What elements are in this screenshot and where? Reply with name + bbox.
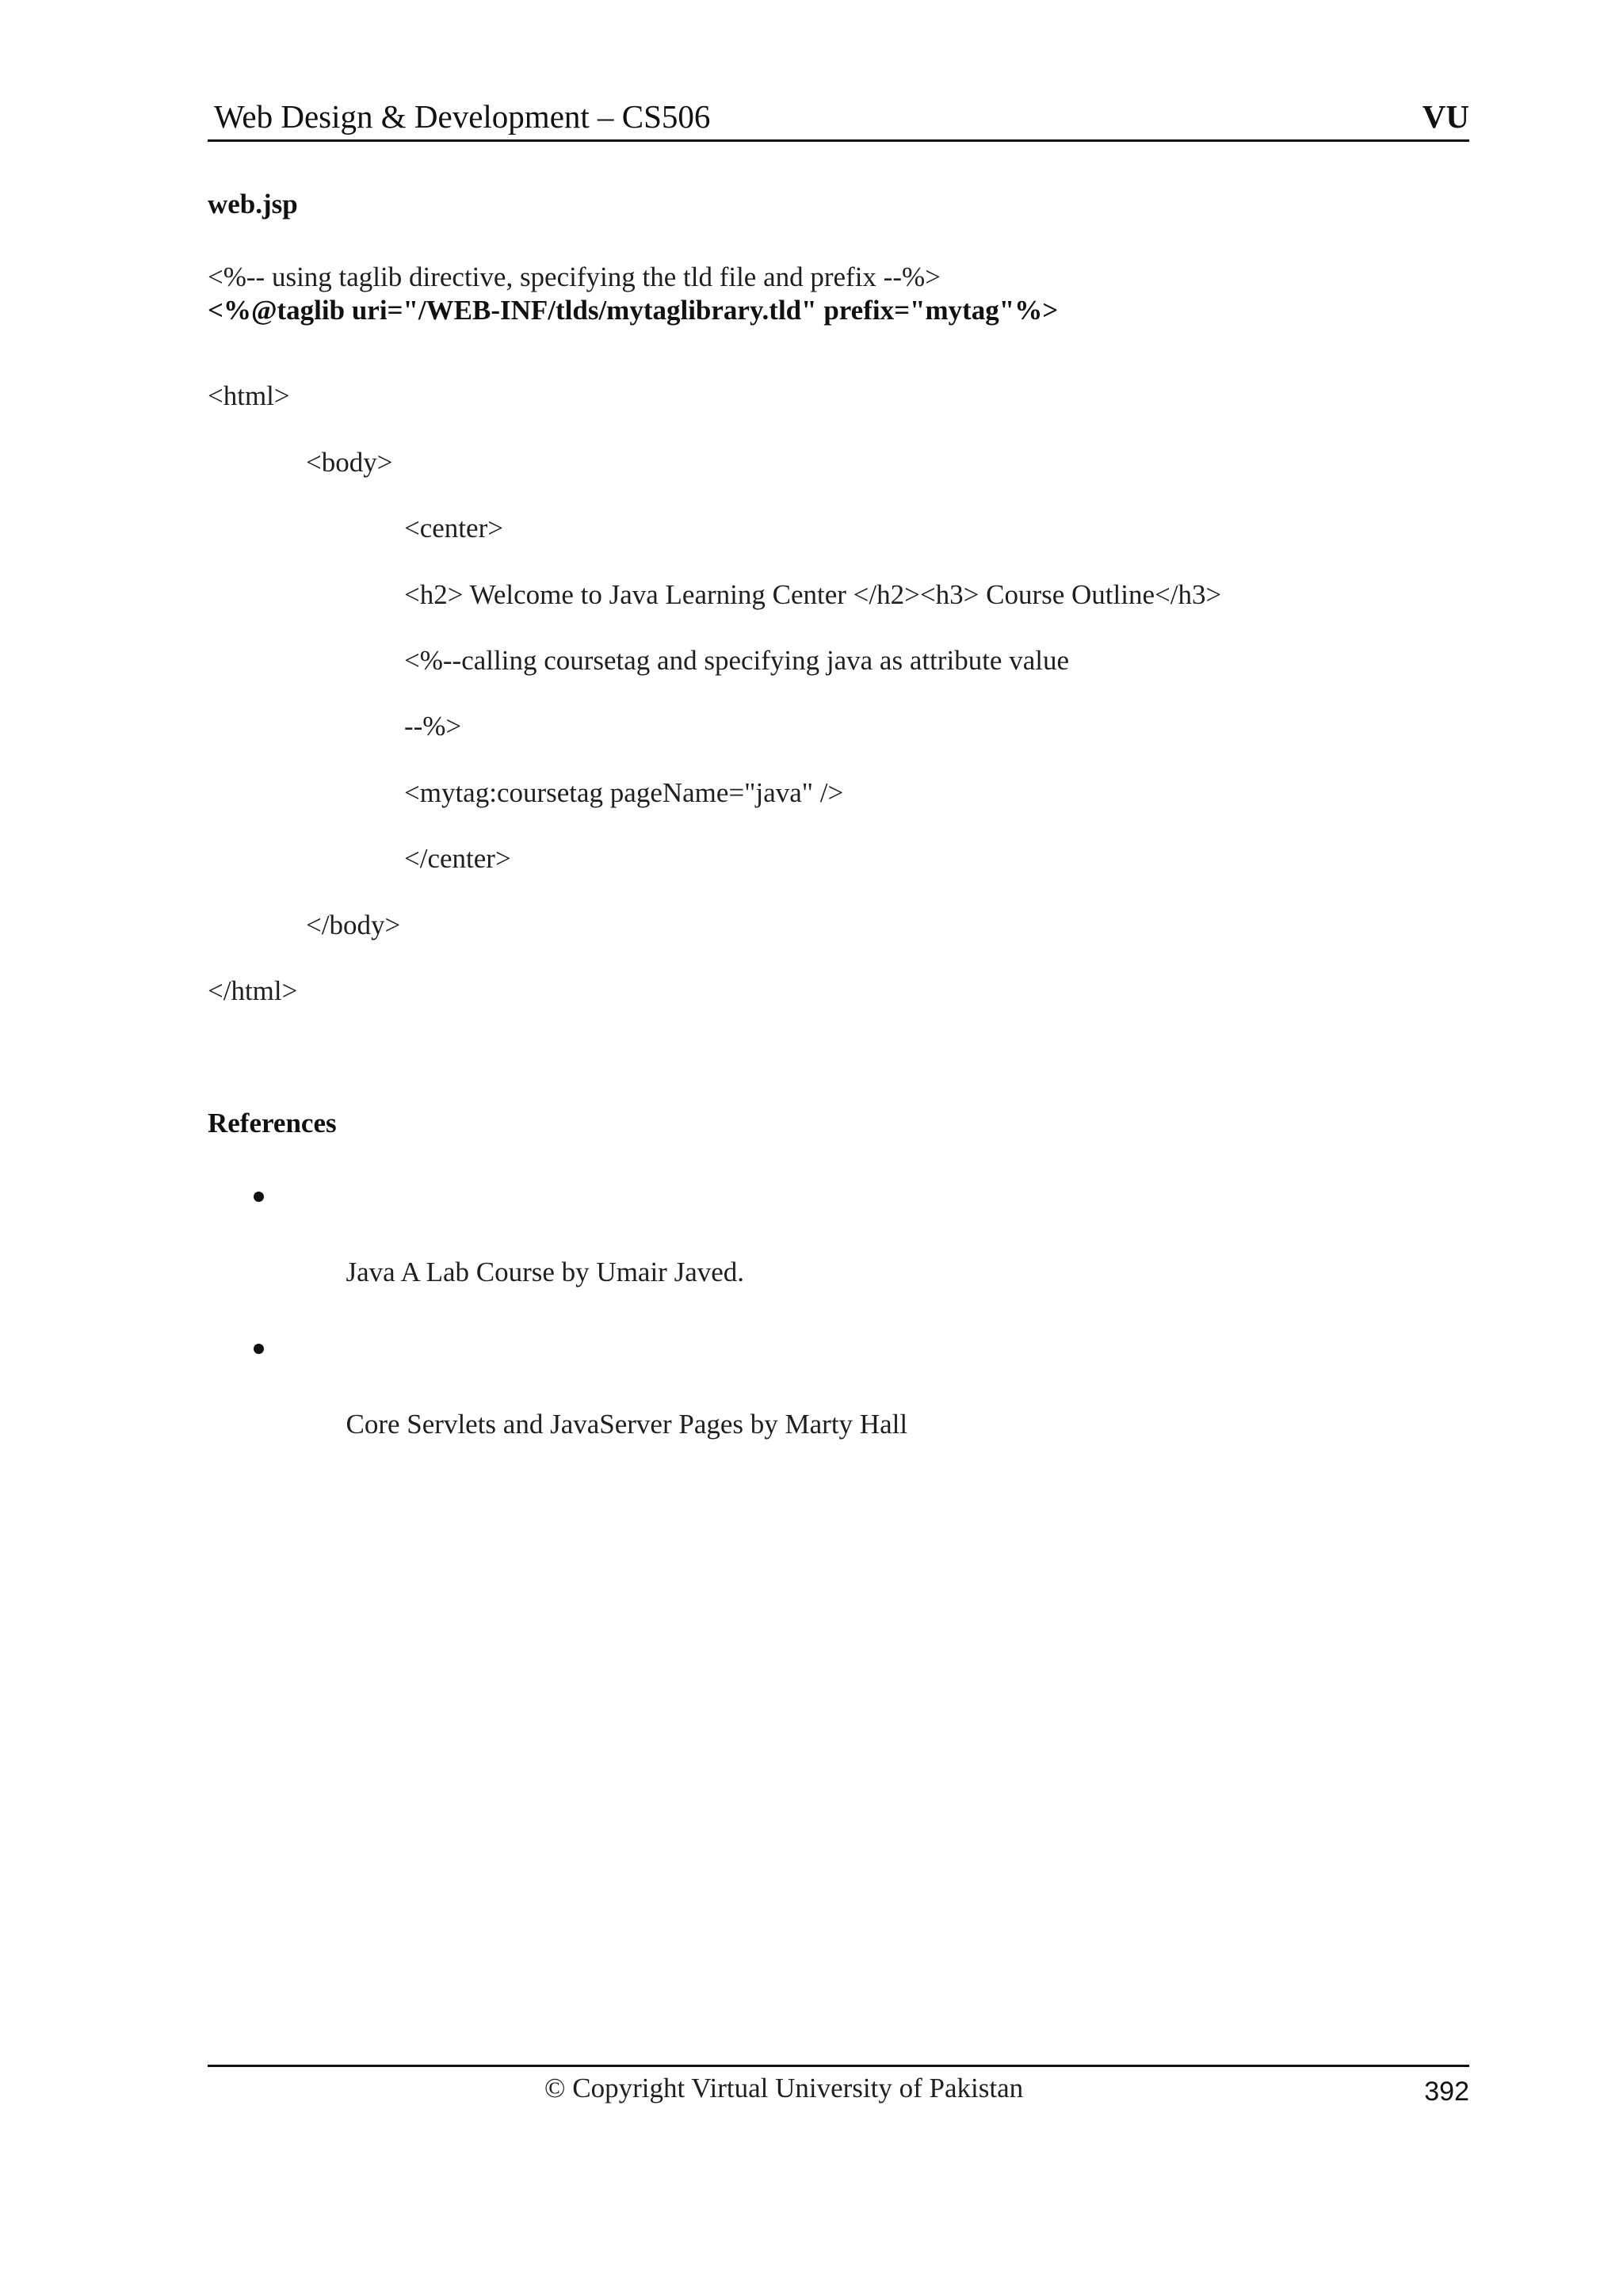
code-comment-line: <%-- using taglib directive, specifying the tld file and prefix --%> — [208, 261, 941, 292]
page-number: 392 — [1424, 2077, 1469, 2107]
code-headings-line: <h2> Welcome to Java Learning Center </h2><h3> Course Outline</h3> — [404, 579, 1222, 610]
code-center-open: <center> — [404, 513, 503, 543]
bullet-icon — [254, 1192, 264, 1202]
code-body-close: </body> — [306, 910, 401, 940]
footer-copyright — [0, 2071, 1623, 2106]
bullet-icon — [254, 1344, 264, 1354]
page-header — [208, 93, 1469, 142]
references-heading: References — [208, 1108, 337, 1138]
code-calling-comment: <%--calling coursetag and specifying java as attribute value — [404, 645, 1069, 676]
code-taglib-directive: <%@taglib uri="/WEB-INF/tlds/mytaglibrary.tld" prefix="mytag"%> — [208, 295, 1059, 326]
file-heading: web.jsp — [208, 189, 298, 219]
university-brand: VU — [1422, 98, 1469, 135]
code-center-close: </center> — [404, 843, 511, 874]
copyright-text: © Copyright Virtual University of Pakistan — [544, 2073, 1024, 2103]
reference-item — [247, 1177, 907, 1329]
course-title: Web Design & Development – CS506 — [214, 98, 711, 135]
code-html-open: <html> — [208, 380, 290, 411]
reference-text: Java A Lab Course by Umair Javed. — [346, 1257, 745, 1287]
code-calling-comment-end: --%> — [404, 711, 462, 742]
code-body-open: <body> — [306, 447, 393, 478]
code-coursetag-line: <mytag:coursetag pageName="java" /> — [404, 777, 844, 808]
footer-divider — [208, 2065, 1469, 2067]
reference-item — [247, 1329, 907, 1482]
reference-text: Core Servlets and JavaServer Pages by Marty Hall — [346, 1409, 908, 1440]
code-html-close: </html> — [208, 975, 298, 1006]
references-list — [247, 1177, 907, 1482]
